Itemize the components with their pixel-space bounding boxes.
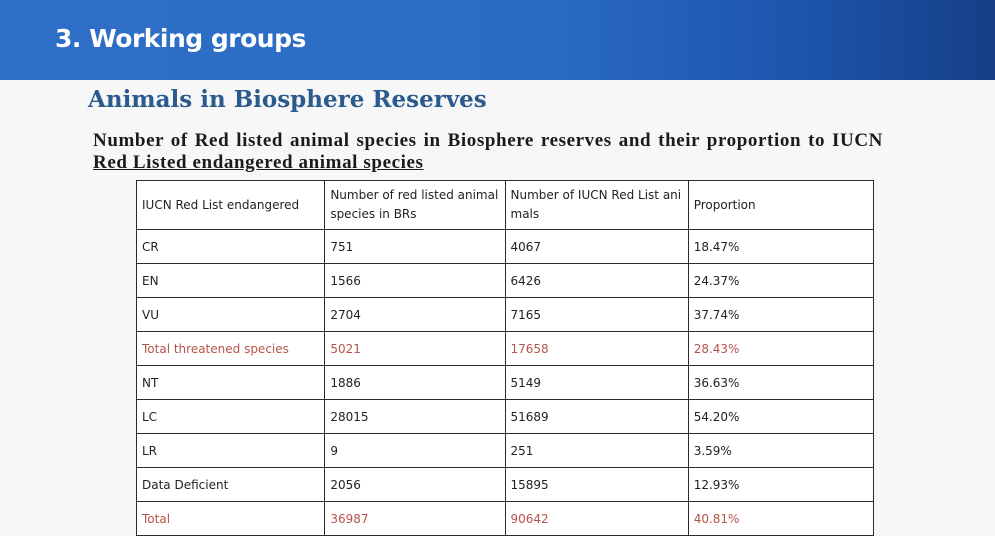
caption-text: Number of Red listed animal species in Biosphere reserves and their proportion to IUCN: [93, 130, 883, 151]
column-header: Proportion: [688, 181, 873, 230]
table-cell: 15895: [505, 468, 688, 502]
slide-section-title: 3. Working groups: [55, 24, 306, 53]
table-cell: 251: [505, 434, 688, 468]
table-cell: Total: [137, 502, 325, 536]
table-cell: 2704: [325, 298, 505, 332]
table-cell: 36987: [325, 502, 505, 536]
table-row: [137, 400, 874, 434]
table-cell: 17658: [505, 332, 688, 366]
caption-text-underlined: Red Listed endangered animal species: [93, 152, 424, 173]
table-cell: 5021: [325, 332, 505, 366]
table-cell: 4067: [505, 230, 688, 264]
red-list-table: [136, 180, 874, 536]
table-row: [137, 434, 874, 468]
table-cell: 37.74%: [688, 298, 873, 332]
table-row: [137, 366, 874, 400]
slide-subtitle: Animals in Biosphere Reserves: [88, 86, 487, 113]
table-cell: 28.43%: [688, 332, 873, 366]
table-cell: 5149: [505, 366, 688, 400]
table-caption: [93, 130, 883, 174]
table-row: [137, 264, 874, 298]
table-cell: 7165: [505, 298, 688, 332]
column-header: Number of red listed animal species in BRs: [325, 181, 505, 230]
table-row-total: [137, 502, 874, 536]
table-cell: CR: [137, 230, 325, 264]
table-cell: LR: [137, 434, 325, 468]
table-cell: 6426: [505, 264, 688, 298]
table-cell: 36.63%: [688, 366, 873, 400]
column-header: Number of IUCN Red List ani mals: [505, 181, 688, 230]
table-row: [137, 298, 874, 332]
table-cell: 12.93%: [688, 468, 873, 502]
table-cell: Total threatened species: [137, 332, 325, 366]
table-cell: 9: [325, 434, 505, 468]
table-cell: 24.37%: [688, 264, 873, 298]
table-header-row: [137, 181, 874, 230]
table-row: [137, 468, 874, 502]
table-cell: 54.20%: [688, 400, 873, 434]
table-cell: LC: [137, 400, 325, 434]
table-cell: 18.47%: [688, 230, 873, 264]
table-cell: EN: [137, 264, 325, 298]
table-row: [137, 230, 874, 264]
table-cell: 28015: [325, 400, 505, 434]
table-cell: Data Deficient: [137, 468, 325, 502]
table-cell: 51689: [505, 400, 688, 434]
table-cell: 751: [325, 230, 505, 264]
table-row-total-threatened: [137, 332, 874, 366]
table-cell: 1886: [325, 366, 505, 400]
table-cell: VU: [137, 298, 325, 332]
table-cell: 40.81%: [688, 502, 873, 536]
table-cell: 90642: [505, 502, 688, 536]
table-cell: 1566: [325, 264, 505, 298]
table-cell: NT: [137, 366, 325, 400]
table-cell: 2056: [325, 468, 505, 502]
table-cell: 3.59%: [688, 434, 873, 468]
column-header: IUCN Red List endangered: [137, 181, 325, 230]
